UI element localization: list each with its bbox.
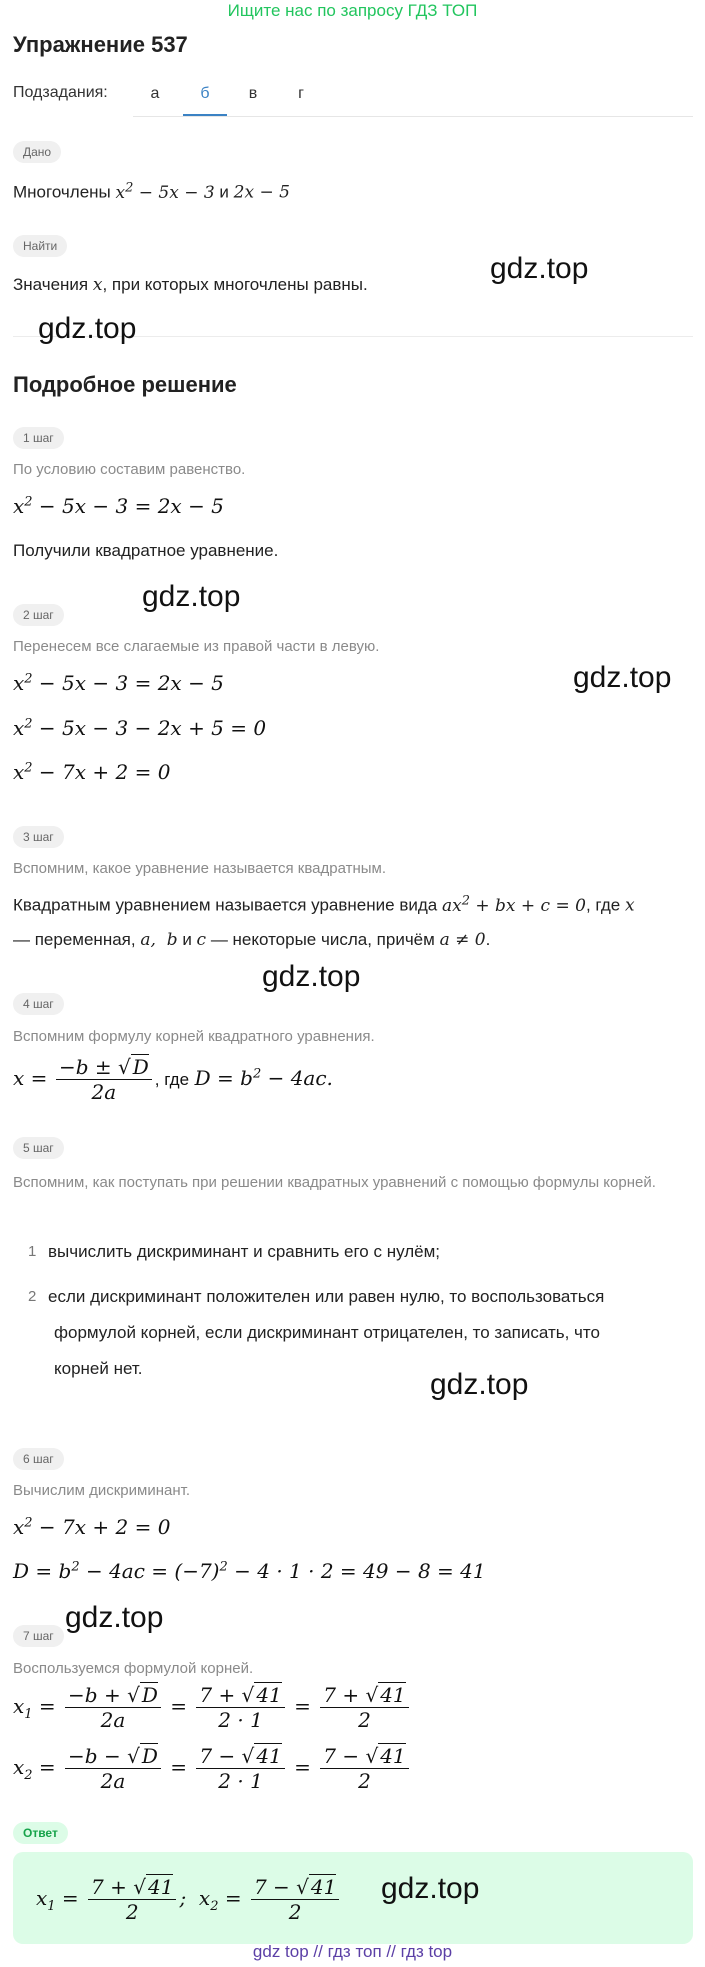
step-2-eq-2: $x^2 - 5x - 3 - 2x + 5 = 0$ [13, 716, 267, 740]
watermark: gdz.top [142, 580, 241, 613]
step-7-root-1: $x_1$ = $\frac{-b + √ D}{2a}$ = $\frac{7 + √ 41}{2 \cdot 1}$ = $\frac{7 + √ 41}{2}$ [13, 1683, 412, 1732]
step-4-formula: x = $\frac{-b \pm √ D}{2a}$ , где $D = b^2 - 4ac$. [13, 1055, 333, 1104]
watermark: gdz.top [38, 312, 137, 345]
watermark: gdz.top [490, 252, 589, 285]
given-text [13, 180, 290, 203]
def-coef-c: c [196, 930, 207, 950]
def-general-eq: $ax^2$ + bx + c = 0 [441, 893, 586, 916]
step-6-hint: Вычислим дискриминант. [13, 1482, 190, 1499]
page-title: Упражнение 537 [13, 32, 188, 57]
step-1-hint: По условию составим равенство. [13, 461, 246, 478]
step-2-badge: 2 шаг [13, 604, 64, 626]
def-line2-a: — переменная, [13, 930, 136, 949]
step-4-where: , где [154, 1069, 190, 1089]
list-item-1-text: вычислить дискриминант и сравнить его с нулём; [48, 1242, 441, 1261]
watermark: gdz.top [573, 661, 672, 694]
step-6-eq-1: $x^2 - 7x + 2 = 0$ [13, 1515, 171, 1539]
given-connector: и [219, 182, 229, 202]
solution-heading: Подробное решение [13, 372, 237, 397]
watermark: gdz.top [65, 1601, 164, 1634]
given-badge: Дано [13, 141, 61, 163]
step-2-hint: Перенесем все слагаемые из правой части в левую. [13, 638, 380, 655]
footer-links[interactable]: gdz top // гдз топ // гдз top [252, 1942, 453, 1961]
step-3-hint: Вспомним, какое уравнение называется квадратным. [13, 860, 387, 877]
find-text-after: , при которых многочлены равны. [102, 275, 368, 294]
find-badge: Найти [13, 235, 67, 257]
def-condition: a ≠ 0 [439, 930, 486, 950]
subtasks-label: Подзадания: [13, 84, 108, 101]
given-poly-1: $x^2 - 5x - 3$ [115, 180, 215, 203]
step-4-badge: 4 шаг [13, 993, 64, 1015]
list-item-2-line2: формулой корней, если дискриминант отрицателен, то записать, что [54, 1323, 600, 1342]
step-7-root-2: $x_2$ = $\frac{-b - √ D}{2a}$ = $\frac{7 - √ 41}{2 \cdot 1}$ = $\frac{7 - √ 41}{2}$ [13, 1744, 412, 1793]
list-item-1-num: 1 [28, 1243, 37, 1260]
step-2-eq-1: $x^2 - 5x - 3 = 2x - 5$ [13, 671, 224, 695]
given-prefix: Многочлены [13, 182, 111, 202]
def-start: Квадратным уравнением называется уравнение вида [13, 895, 438, 915]
step-5-hint: Вспомним, как поступать при решении квадратных уравнений с помощью формулы корней. [13, 1174, 656, 1191]
answer-roots: $x_1$ = $\frac{7 + √ 41}{2}$ ; $x_2$ = $\frac{7 - √ 41}{2}$ [36, 1875, 342, 1924]
step-6-badge: 6 шаг [13, 1448, 64, 1470]
tab-a[interactable]: а [150, 85, 160, 102]
def-var-x: x [624, 895, 635, 916]
step-3-badge: 3 шаг [13, 826, 64, 848]
tab-v[interactable]: в [248, 85, 258, 102]
watermark: gdz.top [262, 960, 361, 993]
list-item-2-line3: корней нет. [54, 1359, 143, 1378]
step-2-eq-3: $x^2 - 7x + 2 = 0$ [13, 760, 171, 784]
step-1-equation: $x^2 - 5x - 3 = 2x - 5$ [13, 494, 224, 518]
def-line2-b: — некоторые числа, причём [210, 930, 435, 949]
step-3-def-line1 [13, 893, 635, 916]
step-1-badge: 1 шаг [13, 427, 64, 449]
list-item-2-num: 2 [28, 1288, 37, 1305]
step-5-badge: 5 шаг [13, 1137, 64, 1159]
find-text [13, 275, 368, 295]
promo-banner[interactable]: Ищите нас по запросу ГДЗ ТОП [227, 1, 478, 20]
tab-b[interactable]: б [183, 74, 227, 116]
watermark: gdz.top [430, 1368, 529, 1401]
find-text-before: Значения [13, 275, 89, 294]
def-where: , где [585, 895, 621, 915]
step-1-note: Получили квадратное уравнение. [13, 541, 279, 560]
def-coef-a-b: a, b [140, 930, 178, 950]
step-6-eq-2: $D = b^2 - 4ac = (-7)^2 - 4 \cdot 1 \cdot 2 = 49 - 8 = 41$ [13, 1559, 486, 1583]
step-7-badge: 7 шаг [13, 1625, 64, 1647]
step-7-hint: Воспользуемся формулой корней. [13, 1660, 254, 1677]
given-poly-2: 2x − 5 [233, 182, 290, 203]
answer-badge: Ответ [13, 1822, 68, 1844]
tab-g[interactable]: г [298, 85, 304, 102]
list-item-2-line1: если дискриминант положителен или равен нулю, то воспользоваться [48, 1287, 605, 1306]
def-and: и [182, 930, 192, 949]
subtask-tabs [133, 74, 693, 117]
watermark: gdz.top [381, 1872, 480, 1905]
find-var: x [92, 275, 103, 295]
step-3-def-line2: — переменная, a, b и c — некоторые числа, причём a ≠ 0. [13, 930, 491, 950]
step-4-hint: Вспомним формулу корней квадратного уравнения. [13, 1028, 375, 1045]
